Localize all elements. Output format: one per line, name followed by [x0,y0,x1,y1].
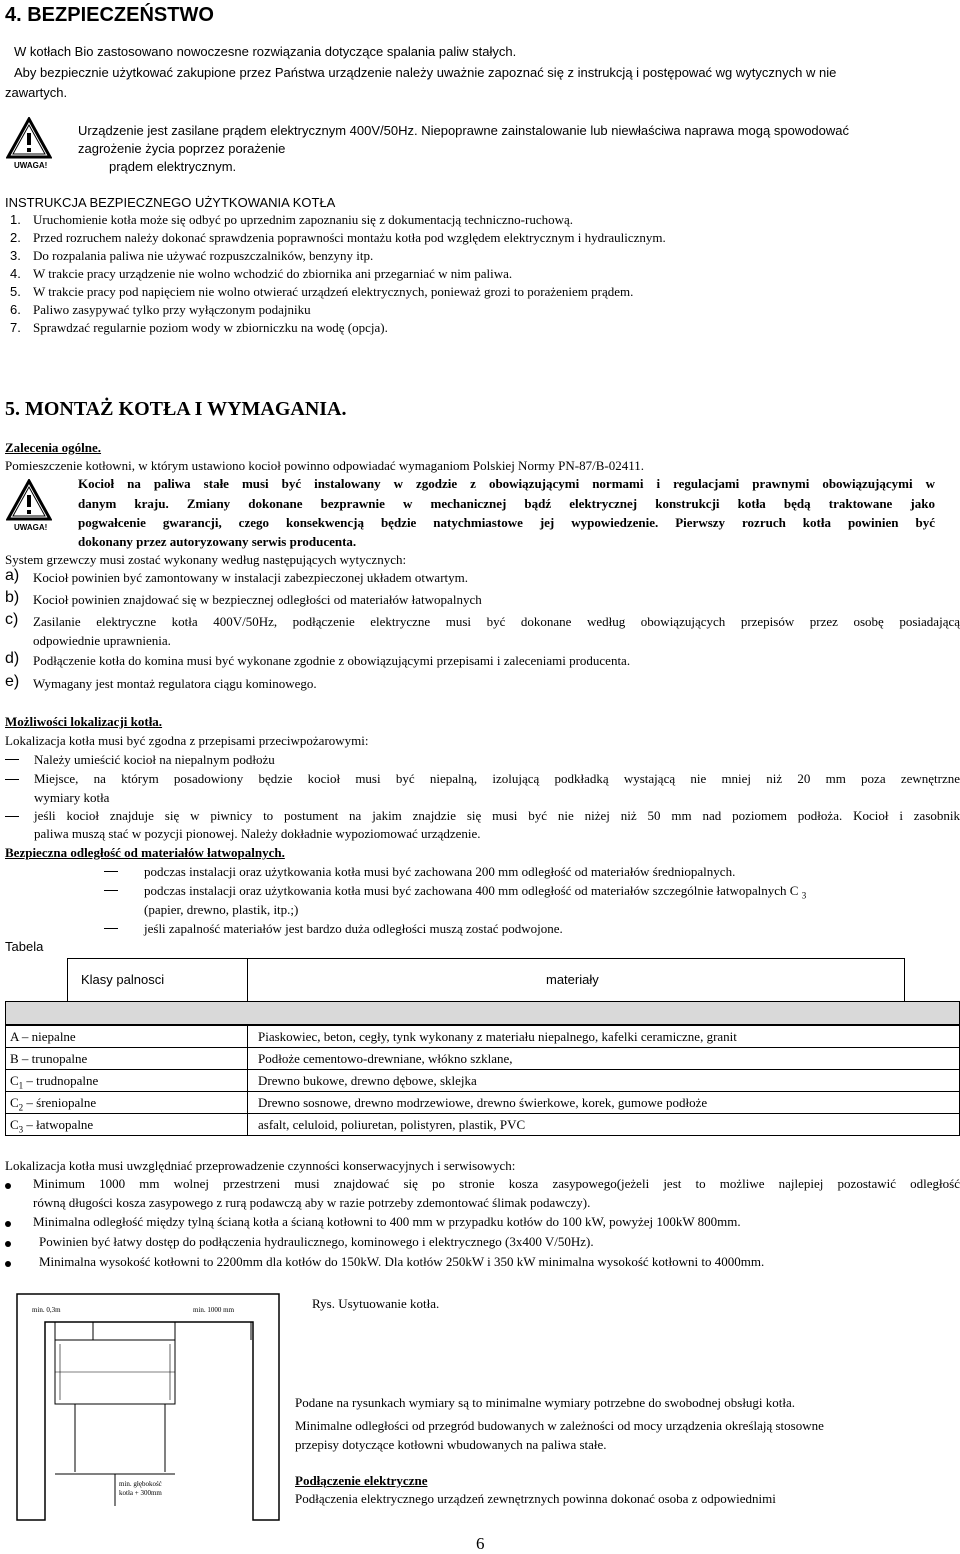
table-header-classes: Klasy palnosci [81,972,165,987]
requirement-item: Kocioł powinien być zamontowany w instalacji zabezpieczonej układem otwartym. [33,570,468,585]
dash [104,871,118,872]
figure-dim-label: kotła + 300mm [119,1489,162,1497]
table-cell-class: $C_3$ – łatwopalne [10,1117,94,1135]
warning-label: UWAGA! [14,161,48,170]
distance-item-cont: (papier, drewno, plastik, itp.;) [144,902,299,917]
bullet [5,1261,11,1267]
dash [5,816,19,817]
table-cell-material: Piaskowiec, beton, cegły, tynk wykonany z materiału niepalnego, kafelki ceramiczne, granit [258,1029,737,1044]
warning-text-1: Urządzenie jest zasilane prądem elektrycznym 400V/50Hz. Niepoprawne zainstalowanie lub niewłaściwa naprawa mogą spowodować [78,123,850,138]
figure-dim-label: min. 1000 mm [193,1306,235,1314]
table-cell-material: Drewno bukowe, drewno dębowe, sklejka [258,1073,477,1088]
instruction-item: Do rozpalania paliwa nie używać rozpuszczalników, benzyny itp. [33,248,374,263]
service-item: Powinien być łatwy dostęp do podłączenia hydraulicznego, kominowego i elektrycznego (3x400 V/50Hz). [39,1234,594,1249]
location-text: Lokalizacja kotła musi być zgodna z przepisami przeciwpożarowymi: [5,733,369,748]
figure-text-2: Minimalne odległości od przegród budowanych w zależności od mocy urządzenia określają stosowne [295,1418,824,1433]
location-item-cont: paliwa muszą stać w pozycji pionowej. Należy dokładnie wypoziomować urządzenie. [34,826,481,841]
distance-item: jeśli zapalność materiałów jest bardzo duża odległości muszą zostać podwojone. [144,921,563,936]
instruction-number: 2. [10,230,21,245]
warning-text-2: zagrożenie życia poprzez porażenie [78,141,286,156]
intro-line-1: W kotłach Bio zastosowano nowoczesne rozwiązania dotyczące spalania paliw stałych. [14,44,517,59]
instruction-number: 5. [10,284,21,299]
general-text: Pomieszczenie kotłowni, w którym ustawiono kocioł powinno odpowiadać wymaganiom Polskiej Normy PN-87/B-02411. [5,458,644,473]
table-label: Tabela [5,939,44,954]
location-item: Należy umieścić kocioł na niepalnym podłożu [34,752,275,767]
location-item: jeśli kocioł znajduje się w piwnicy to postument na jakim znajdzie się musi być nie niżej niż 50 mm nad poziomem podłoża. Kocioł i zasobnik [34,808,960,823]
table-header-materials: materiały [546,972,599,987]
figure-text-3: przepisy dotyczące kotłowni wbudowanych na paliwa stałe. [295,1437,607,1452]
system-text: System grzewczy musi zostać wykonany według następujących wytycznych: [5,552,407,567]
warning-icon [6,117,52,175]
location-item: Miejsce, na którym posadowiony będzie kocioł musi być niepalną, izolującą podkładką wystającą nie mniej niż 20 mm poza zewnętrzne [34,771,960,786]
requirement-item: Podłączenie kotła do komina musi być wykonane zgodnie z obowiązującymi przepisami i zaleceniami producenta. [33,653,631,668]
requirement-letter: b) [5,589,20,606]
electric-text: Podłączenia elektrycznego urządzeń zewnętrznych powinna dokonać osoba z odpowiednimi [295,1491,776,1506]
requirement-letter: a) [5,567,20,584]
distance-item: podczas instalacji oraz użytkowania kotła musi być zachowana 400 mm odległość od materiałów szczególnie łatwopalnych C $_3$ [144,883,807,901]
service-item: Minimum 1000 mm wolnej przestrzeni musi znajdować się po stronie kosza zasypowego(jeżeli jest to możliwe najlepiej pozostawić odległość [33,1176,960,1191]
service-item-cont: równą długości kosza zasypowego z rurą podawczą aby w razie potrzeby zdemontować ślimak podawczy). [33,1195,591,1210]
service-item: Minimalna wysokość kotłowni to 2200mm dla kotłów do 150kW. Dla kotłów 250kW i 350 kW minimalna wysokość kotłowni to 4000mm. [39,1254,765,1269]
instruction-number: 1. [10,212,21,227]
table-shaded-row [5,1001,960,1025]
warning-icon [6,479,52,537]
instruction-number: 6. [10,302,21,317]
dash [5,779,19,780]
instruction-item: Uruchomienie kotła może się odbyć po uprzednim zapoznaniu się z dokumentacją techniczno-ruchową. [33,212,574,227]
page-number: 6 [476,1534,485,1553]
distance-title: Bezpieczna odległość od materiałów łatwopalnych. [5,845,285,860]
distance-item: podczas instalacji oraz użytkowania kotła musi być zachowana 200 mm odległość od materiałów średniopalnych. [144,864,736,879]
section-4-title: 4. BEZPIECZEŃSTWO [5,4,214,26]
general-title: Zalecenia ogólne. [5,440,102,455]
instruction-number: 3. [10,248,21,263]
table-cell-class: A – niepalne [10,1029,76,1044]
table-cell-class: $C_1$ – trudnopalne [10,1073,99,1091]
electric-title: Podłączenie elektryczne [295,1473,428,1488]
instruction-item: Sprawdzać regularnie poziom wody w zbiorniczku na wodę (opcja). [33,320,388,335]
table-cell-material: Podłoże cementowo-drewniane, włókno szklane, [258,1051,513,1066]
bullet [5,1241,11,1247]
instruction-item: Przed rozruchem należy dokonać sprawdzenia poprawności montażu kotła pod względem elektrycznym i hydraulicznym. [33,230,666,245]
boiler-room-figure [15,1292,281,1522]
bullet [5,1221,11,1227]
warning-text-3: prądem elektrycznym. [109,159,237,174]
bold-line-2: danym kraju. Zmiany dokonane bezprawnie w mechanicznej bądź elektrycznej konstrukcji kotła będą traktowane jako [78,496,935,511]
dash [5,759,19,760]
figure-dim-label: min. 0,3m [32,1306,61,1314]
requirement-item: Kocioł powinien znajdować się w bezpiecznej odległości od materiałów łatwopalnych [33,592,482,607]
figure-caption: Rys. Usytuowanie kotła. [312,1296,440,1311]
requirement-item: Zasilanie elektryczne kotła 400V/50Hz, podłączenie elektryczne musi być dokonane według obowiązujących przepisów przez osobę posiadającą [33,614,960,629]
requirement-letter: e) [5,673,20,690]
dash [104,890,118,891]
intro-line-3: zawartych. [5,85,68,100]
table-cell-material: asfalt, celuloid, poliuretan, polistyren, plastik, PVC [258,1117,526,1132]
table-cell-material: Drewno sosnowe, drewno modrzewiowe, drewno świerkowe, korek, gumowe podłoże [258,1095,708,1110]
bold-line-4: dokonany przez autoryzowany serwis producenta. [78,534,357,549]
instruction-item: W trakcie pracy urządzenie nie wolno wchodzić do zbiornika ani przegarniać w nim paliwa. [33,266,513,281]
instructions-title: INSTRUKCJA BEZPIECZNEGO UŻYTKOWANIA KOTŁA [5,195,336,210]
instruction-number: 7. [10,320,21,335]
instruction-item: W trakcie pracy pod napięciem nie wolno otwierać urządzeń elektrycznych, ponieważ grozi to porażeniem prądem. [33,284,634,299]
requirement-item: odpowiednie uprawnienia. [33,633,171,648]
requirement-letter: c) [5,611,19,628]
requirement-letter: d) [5,650,20,667]
table-cell-class: B – trunopalne [10,1051,88,1066]
requirement-item: Wymagany jest montaż regulatora ciągu kominowego. [33,676,317,691]
bold-line-3: pogwałcenie gwarancji, czego konsekwencją będzie natychmiastowe jej wypowiedzenie. Pierwszy rozruch kotła powinien być [78,515,935,530]
dash [104,928,118,929]
figure-dim-label: min. głębokość [119,1480,162,1488]
bold-line-1: Kocioł na paliwa stałe musi być instalowany w zgodzie z obowiązującymi normami i regulacjami prawnymi obowiązującymi w [78,476,935,491]
service-text: Lokalizacja kotła musi uwzględniać przeprowadzenie czynności konserwacyjnych i serwisowych: [5,1158,516,1173]
instruction-number: 4. [10,266,21,281]
location-title: Możliwości lokalizacji kotła. [5,714,163,729]
figure-text-1: Podane na rysunkach wymiary są to minimalne wymiary potrzebne do swobodnej obsługi kotła. [295,1395,796,1410]
bullet [5,1183,11,1189]
location-item-cont: wymiary kotła [34,790,110,805]
intro-line-2: Aby bezpiecznie użytkować zakupione przez Państwa urządzenie należy uważnie zapoznać się z instrukcją i postępować wg wytycznych w nie [14,65,837,80]
instruction-item: Paliwo zasypywać tylko przy wyłączonym podajniku [33,302,311,317]
table-cell-class: $C_2$ – śreniopalne [10,1095,97,1113]
service-item: Minimalna odległość między tylną ścianą kotła a ścianą kotłowni to 400 mm w przypadku kotłów do 100 kW, powyżej 100kW 800mm. [33,1214,741,1229]
section-5-title: 5. MONTAŻ KOTŁA I WYMAGANIA. [5,398,347,420]
warning-label: UWAGA! [14,523,48,532]
